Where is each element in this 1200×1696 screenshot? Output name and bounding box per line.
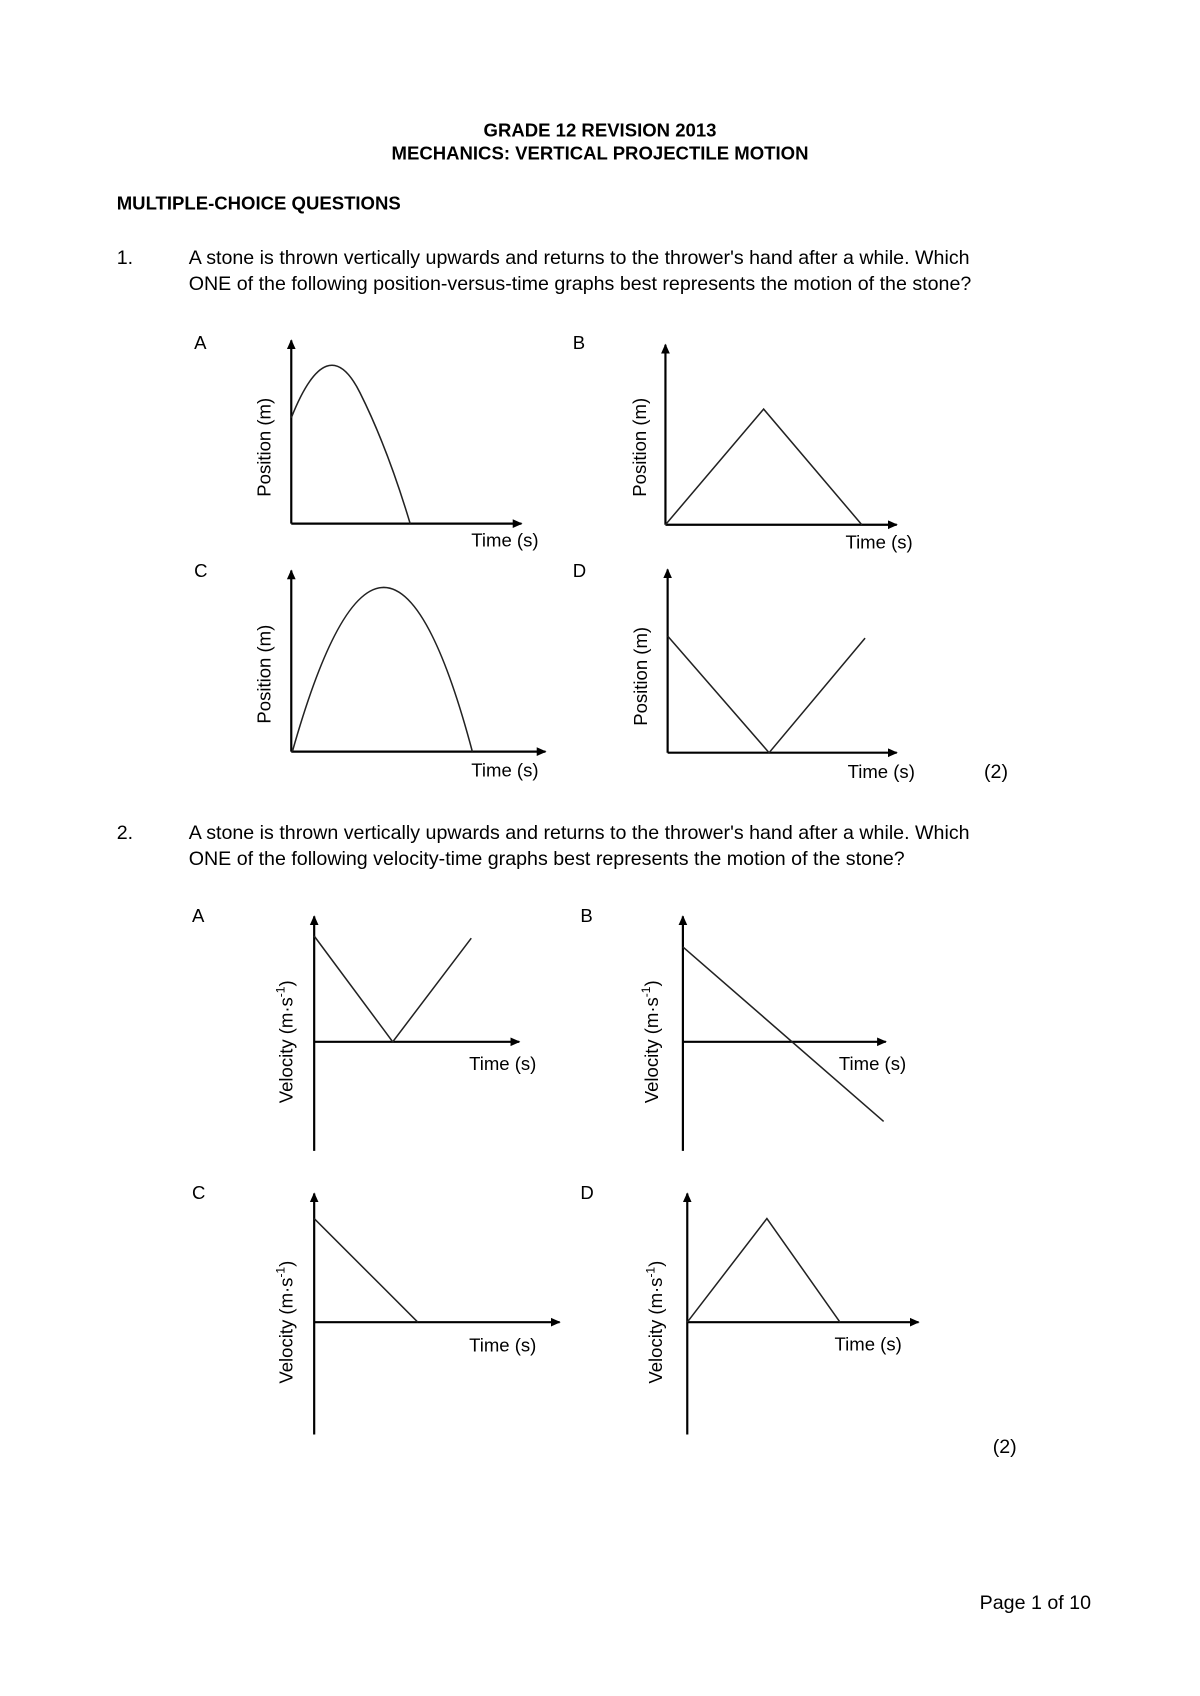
y-axis-label: Position (m): [253, 624, 275, 724]
page-number: Page 1 of 10: [979, 1591, 1092, 1614]
option-label: B: [580, 904, 593, 926]
q2-graph-d: [580, 1182, 918, 1435]
y-axis-label: Position (m): [629, 626, 651, 726]
question-1-marks: (2): [983, 760, 1008, 783]
q1-graph-d: [573, 560, 915, 782]
option-label: D: [572, 560, 587, 582]
x-axis-label: Time (s): [845, 531, 913, 553]
y-axis-label: Velocity $(m\cdot s^{-1})$: [273, 1260, 297, 1384]
y-axis-label: Position (m): [628, 397, 650, 497]
x-axis-label: Time (s): [834, 1333, 902, 1355]
curve: [683, 947, 884, 1122]
question-2-text-line1: A stone is thrown vertically upwards and returns to the thrower's hand after a while. Which: [188, 821, 970, 844]
y-axis-label: Velocity $(m\cdot s^{-1})$: [639, 980, 662, 1104]
question-2-marks: (2): [992, 1435, 1017, 1458]
curve: [291, 365, 410, 523]
x-axis-label: Time (s): [847, 760, 915, 782]
y-axis-label: Position (m): [253, 397, 275, 497]
question-1-text-line2: ONE of the following position-versus-time graphs best represents the motion of the stone?: [188, 272, 972, 295]
curve: [292, 587, 472, 751]
question-2-number: 2.: [116, 821, 134, 844]
question-1-number: 1.: [116, 246, 134, 269]
option-label: A: [194, 332, 207, 354]
curve: [687, 1219, 840, 1323]
q2-graph-a: [192, 905, 536, 1151]
section-title: MULTIPLE-CHOICE QUESTIONS: [116, 193, 401, 214]
y-axis-label: Velocity $(m\cdot s^{-1})$: [273, 980, 297, 1104]
option-label: C: [194, 560, 208, 582]
q1-graph-c: [194, 560, 545, 781]
document-subtitle: MECHANICS: VERTICAL PROJECTILE MOTION: [391, 142, 809, 164]
option-label: C: [191, 1181, 206, 1203]
option-label: A: [191, 904, 205, 926]
q2-graph-b: [580, 905, 906, 1151]
document-title: GRADE 12 REVISION 2013: [483, 119, 717, 141]
curve: [665, 409, 861, 525]
curve: [314, 936, 471, 1042]
x-axis-label: Time (s): [471, 529, 539, 551]
x-axis-label: Time (s): [471, 759, 539, 781]
y-axis-label: Velocity $(m\cdot s^{-1})$: [643, 1260, 667, 1384]
option-label: B: [572, 332, 586, 354]
q1-graph-a: [194, 332, 538, 550]
x-axis-label: Time (s): [469, 1053, 537, 1075]
x-axis-label: Time (s): [838, 1053, 907, 1075]
curve: [668, 636, 865, 753]
question-1-text-line1: A stone is thrown vertically upwards and returns to the thrower's hand after a while. Which: [188, 246, 970, 269]
option-label: D: [580, 1181, 594, 1203]
q1-graph-b: [573, 332, 913, 553]
question-2-text-line2: ONE of the following velocity-time graphs best represents the motion of the stone?: [188, 847, 905, 870]
q2-graph-c: [192, 1182, 560, 1435]
curve: [314, 1219, 418, 1323]
x-axis-label: Time (s): [469, 1334, 537, 1356]
